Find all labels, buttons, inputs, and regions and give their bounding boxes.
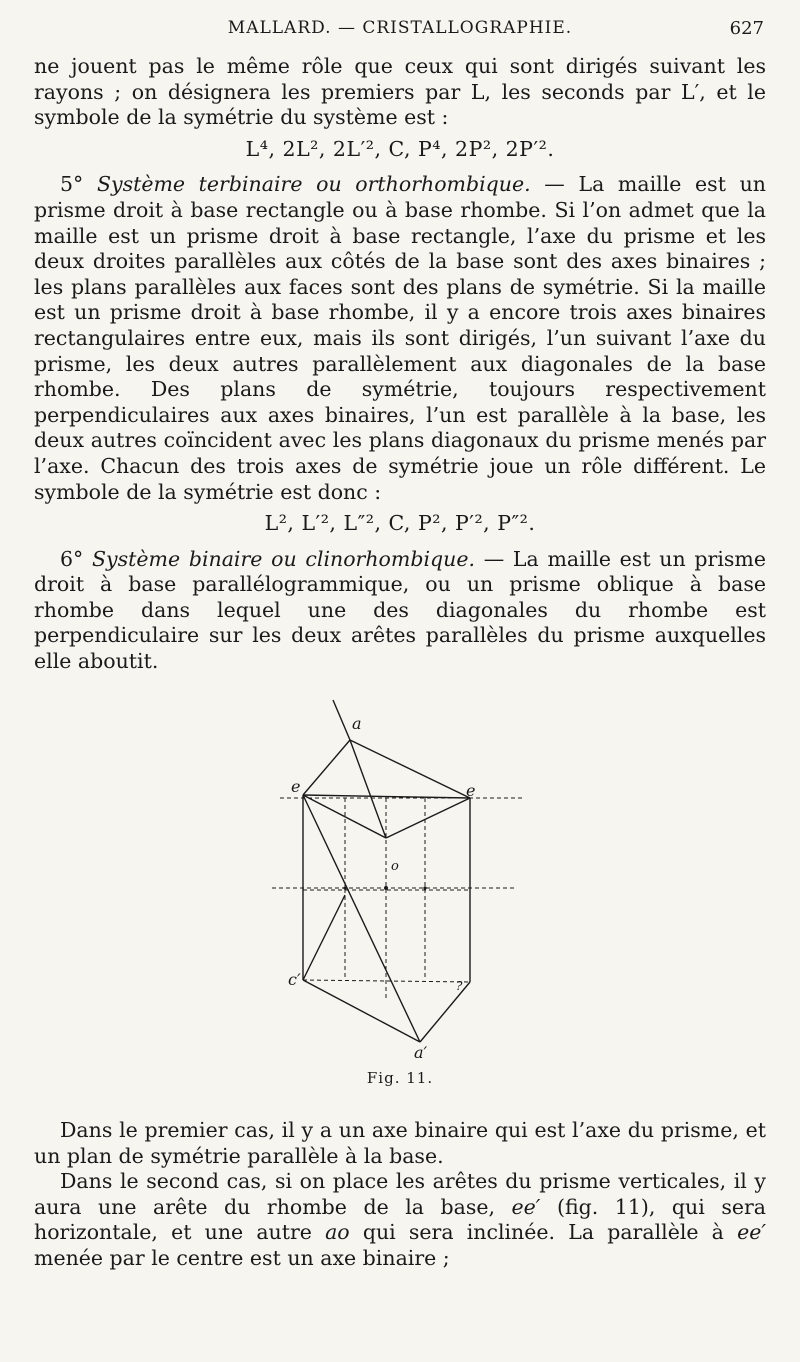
figure-11-prism-diagram: [260, 695, 550, 1065]
symmetry-formula: L⁴, 2L², 2L′², C, P⁴, 2P², 2P′².: [245, 136, 555, 161]
text-run: (fig. 11), qui sera horizontale, et une autre: [34, 1194, 766, 1245]
edge: [420, 982, 470, 1042]
figure-caption: Fig. 11.: [366, 1069, 434, 1087]
section-title: Système binaire ou clinorhombique.: [92, 546, 475, 571]
edge: [386, 798, 470, 838]
page-number: 627: [729, 18, 764, 39]
paragraph: [34, 1169, 766, 1271]
text-block-bottom: [34, 1118, 766, 1272]
paragraph-clinorhombic: [34, 547, 766, 675]
text-run: qui sera inclinée. La parallèle à: [349, 1220, 738, 1245]
edge: [303, 980, 420, 1042]
text-block-top: [34, 54, 766, 675]
label-e: e: [291, 777, 301, 796]
label-question: ?: [456, 979, 463, 993]
label-e-prime: e: [466, 781, 476, 800]
point: [343, 886, 346, 889]
paragraph: ne jouent pas le même rôle que ceux qui sont dirigés suivant les rayons ; on désignera les premiers par L, les seconds par L′, et le symbole de la symétrie du système est :: [34, 54, 766, 130]
symmetry-formula: L², L′², L″², C, P², P′², P″².: [264, 511, 536, 536]
edge-ref: ee′: [737, 1220, 766, 1245]
label-c-prime: c′: [288, 970, 301, 989]
section-body: — La maille est un prisme droit à base rectangle ou à base rhombe. Si l’on admet que la maille est un prisme droit à base rectangle, l’axe du prisme et les deux droites parallèles aux côtés de la base sont des axes binaires ; les plans parallèles aux faces sont des plans de symétrie. Si la maille est un prisme droit à base rhombe, il y a encore trois axes binaires rectangulaires entre eux, mais ils sont dirigés, l’un suivant l’axe du prisme, les deux autres parallèlement aux diagonales de la base rhombe. Des plans de symétrie, toujours respectivement perpendiculaires aux axes binaires, l’un est parallèle à la base, les deux autres coïncident avec les plans diagonaux du prisme menés par l’axe. Chacun des trois axes de symétrie joue un rôle différent. Le symbole de la symétrie est donc :: [34, 172, 766, 504]
edge: [303, 740, 350, 795]
edge-ref: ee′: [511, 1194, 541, 1219]
diagonal: [303, 795, 420, 1042]
axis-line: [333, 700, 350, 740]
label-a: a: [352, 714, 362, 733]
section-title: Système terbinaire ou orthorhombique.: [96, 172, 531, 197]
section-number: 6°: [60, 546, 93, 571]
section-number: 5°: [60, 172, 97, 197]
label-o: o: [391, 859, 399, 874]
point: [423, 886, 426, 889]
paragraph: Dans le premier cas, il y a un axe binaire qui est l’axe du prisme, et un plan de symétrie parallèle à la base.: [34, 1118, 766, 1168]
text-run: Dans le second cas, si on place les arêtes du prisme verticales, il y aura une arête du rhombe de la base,: [34, 1169, 766, 1219]
center-point: [384, 886, 388, 890]
edge-ref: ao: [325, 1220, 350, 1245]
section-body: — La maille est un prisme droit à base parallélogrammique, ou un prisme oblique à base rhombe dans lequel une des diagonales du rhombe est perpendiculaire sur les deux arêtes parallèles du prisme auxquelles elle aboutit.: [34, 546, 766, 674]
text-run: menée par le centre est un axe binaire ;: [34, 1245, 450, 1270]
running-title: MALLARD. — CRISTALLOGRAPHIE.: [227, 18, 573, 38]
edge: [303, 895, 345, 980]
label-a-prime: a′: [414, 1043, 428, 1062]
paragraph-orthorhombic: [34, 172, 766, 505]
page-header: [0, 16, 800, 46]
